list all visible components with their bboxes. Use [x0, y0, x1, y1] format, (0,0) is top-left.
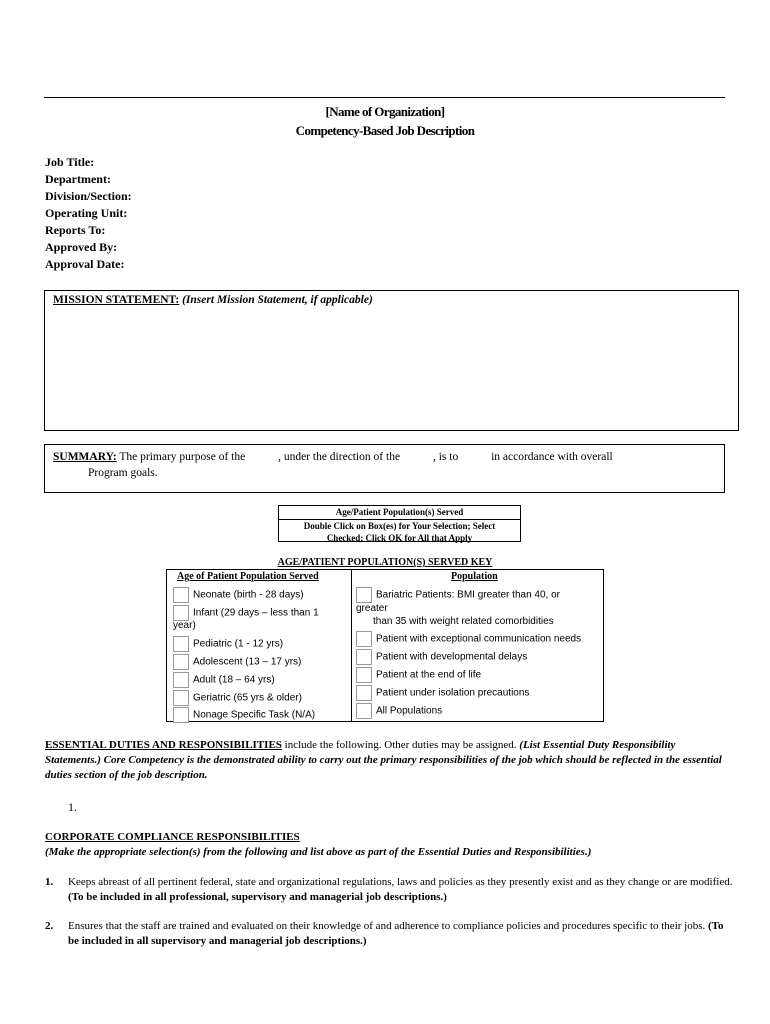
essential-duties-section [45, 738, 725, 783]
population-item-all: All Populations [356, 703, 442, 719]
compliance-item-text: Ensures that the staff are trained and evaluated on their knowledge of and adherence to compliance policies and procedures specific to their jobs. [68, 920, 708, 932]
age-item-neonate: Neonate (birth - 28 days) [173, 587, 304, 603]
population-key-title: AGE/PATIENT POPULATION(S) SERVED KEY [277, 557, 493, 568]
adolescent-checkbox[interactable] [173, 654, 189, 670]
population-item-developmental: Patient with developmental delays [356, 649, 527, 665]
population-item-isolation: Patient under isolation precautions [356, 685, 529, 701]
field-approval-date[interactable]: Approval Date: [45, 257, 125, 271]
compliance-item-number: 2. [45, 920, 54, 932]
summary-part2: , under the direction of the [278, 451, 401, 463]
age-item-pediatric: Pediatric (1 - 12 yrs) [173, 636, 283, 652]
instructions-box [278, 505, 521, 542]
field-reports-to[interactable]: Reports To: [45, 223, 106, 237]
bariatric-checkbox[interactable] [356, 587, 372, 603]
organization-name: [Name of Organization] [325, 104, 445, 119]
essential-duties-text: include the following. Other duties may be assigned. [281, 739, 520, 751]
summary-part3: , is to [432, 451, 459, 463]
compliance-item-note: (To be included in all supervisory and managerial job descriptions.) [68, 920, 724, 947]
geriatric-checkbox[interactable] [173, 690, 189, 706]
population-item-bariatric-cont1: greater [356, 603, 388, 614]
compliance-item-2 [45, 919, 735, 949]
field-job-title[interactable]: Job Title: [45, 155, 95, 169]
field-department[interactable]: Department: [45, 172, 111, 186]
population-key-table [166, 569, 604, 722]
field-operating-unit[interactable]: Operating Unit: [45, 206, 128, 220]
top-rule [44, 97, 725, 98]
isolation-checkbox[interactable] [356, 685, 372, 701]
document-title: Competency-Based Job Description [295, 123, 475, 138]
compliance-item-number: 1. [45, 876, 54, 888]
all-populations-checkbox[interactable] [356, 703, 372, 719]
summary-box[interactable] [44, 444, 725, 493]
instructions-body: Double Click on Box(es) for Your Selection; Select Checked; Click OK for All that Apply [303, 521, 496, 543]
summary-label: SUMMARY: [53, 451, 117, 463]
age-column-header: Age of Patient Population Served [177, 571, 319, 582]
compliance-item-text: Keeps abreast of all pertinent federal, state and organizational regulations, laws and policies as they presently exist and as they change or are modified. [68, 876, 733, 888]
compliance-item-note: (To be included in all professional, supervisory and managerial job descriptions.) [68, 891, 447, 903]
summary-line2: Program goals. [88, 467, 158, 479]
essential-duties-instructions: (List Essential Duty Responsibility Statements.) Core Competency is the demonstrated ability to carry out the primary responsibilities of the job which should be reflected in the essential duties section of the job description. [45, 739, 722, 781]
age-item-geriatric: Geriatric (65 yrs & older) [173, 690, 302, 706]
compliance-item-1 [45, 875, 735, 905]
pediatric-checkbox[interactable] [173, 636, 189, 652]
population-item-bariatric-cont2: than 35 with weight related comorbidities [373, 616, 554, 627]
mission-hint: (Insert Mission Statement, if applicable) [182, 294, 373, 306]
developmental-checkbox[interactable] [356, 649, 372, 665]
population-item-end-of-life: Patient at the end of life [356, 667, 481, 683]
communication-checkbox[interactable] [356, 631, 372, 647]
age-item-adolescent: Adolescent (13 – 17 yrs) [173, 654, 301, 670]
compliance-subtitle: (Make the appropriate selection(s) from the following and list above as part of the Essential Duties and Responsibilities.) [45, 846, 592, 858]
population-item-bariatric: Bariatric Patients: BMI greater than 40, or [356, 587, 560, 603]
compliance-section [45, 830, 735, 860]
population-item-communication: Patient with exceptional communication needs [356, 631, 581, 647]
job-fields [45, 154, 132, 273]
field-division-section[interactable]: Division/Section: [45, 189, 132, 203]
age-item-nonage: Nonage Specific Task (N/A) [173, 707, 315, 723]
mission-label: MISSION STATEMENT: [53, 294, 180, 306]
summary-part1: The primary purpose of the [119, 451, 246, 463]
age-item-infant-cont: year) [173, 620, 196, 631]
instructions-header: Age/Patient Population(s) Served [279, 506, 520, 520]
mission-statement-box[interactable] [44, 290, 739, 431]
infant-checkbox[interactable] [173, 605, 189, 621]
neonate-checkbox[interactable] [173, 587, 189, 603]
nonage-checkbox[interactable] [173, 707, 189, 723]
end-of-life-checkbox[interactable] [356, 667, 372, 683]
compliance-title: CORPORATE COMPLIANCE RESPONSIBILITIES [45, 831, 300, 843]
essential-duty-item-1[interactable]: 1. [68, 800, 77, 814]
adult-checkbox[interactable] [173, 672, 189, 688]
field-approved-by[interactable]: Approved By: [45, 240, 118, 254]
summary-part4: in accordance with overall [491, 451, 613, 463]
essential-duties-label: ESSENTIAL DUTIES AND RESPONSIBILITIES [45, 739, 282, 751]
age-item-adult: Adult (18 – 64 yrs) [173, 672, 275, 688]
population-column-header: Population [451, 571, 498, 582]
age-item-infant: Infant (29 days – less than 1 [173, 605, 319, 621]
